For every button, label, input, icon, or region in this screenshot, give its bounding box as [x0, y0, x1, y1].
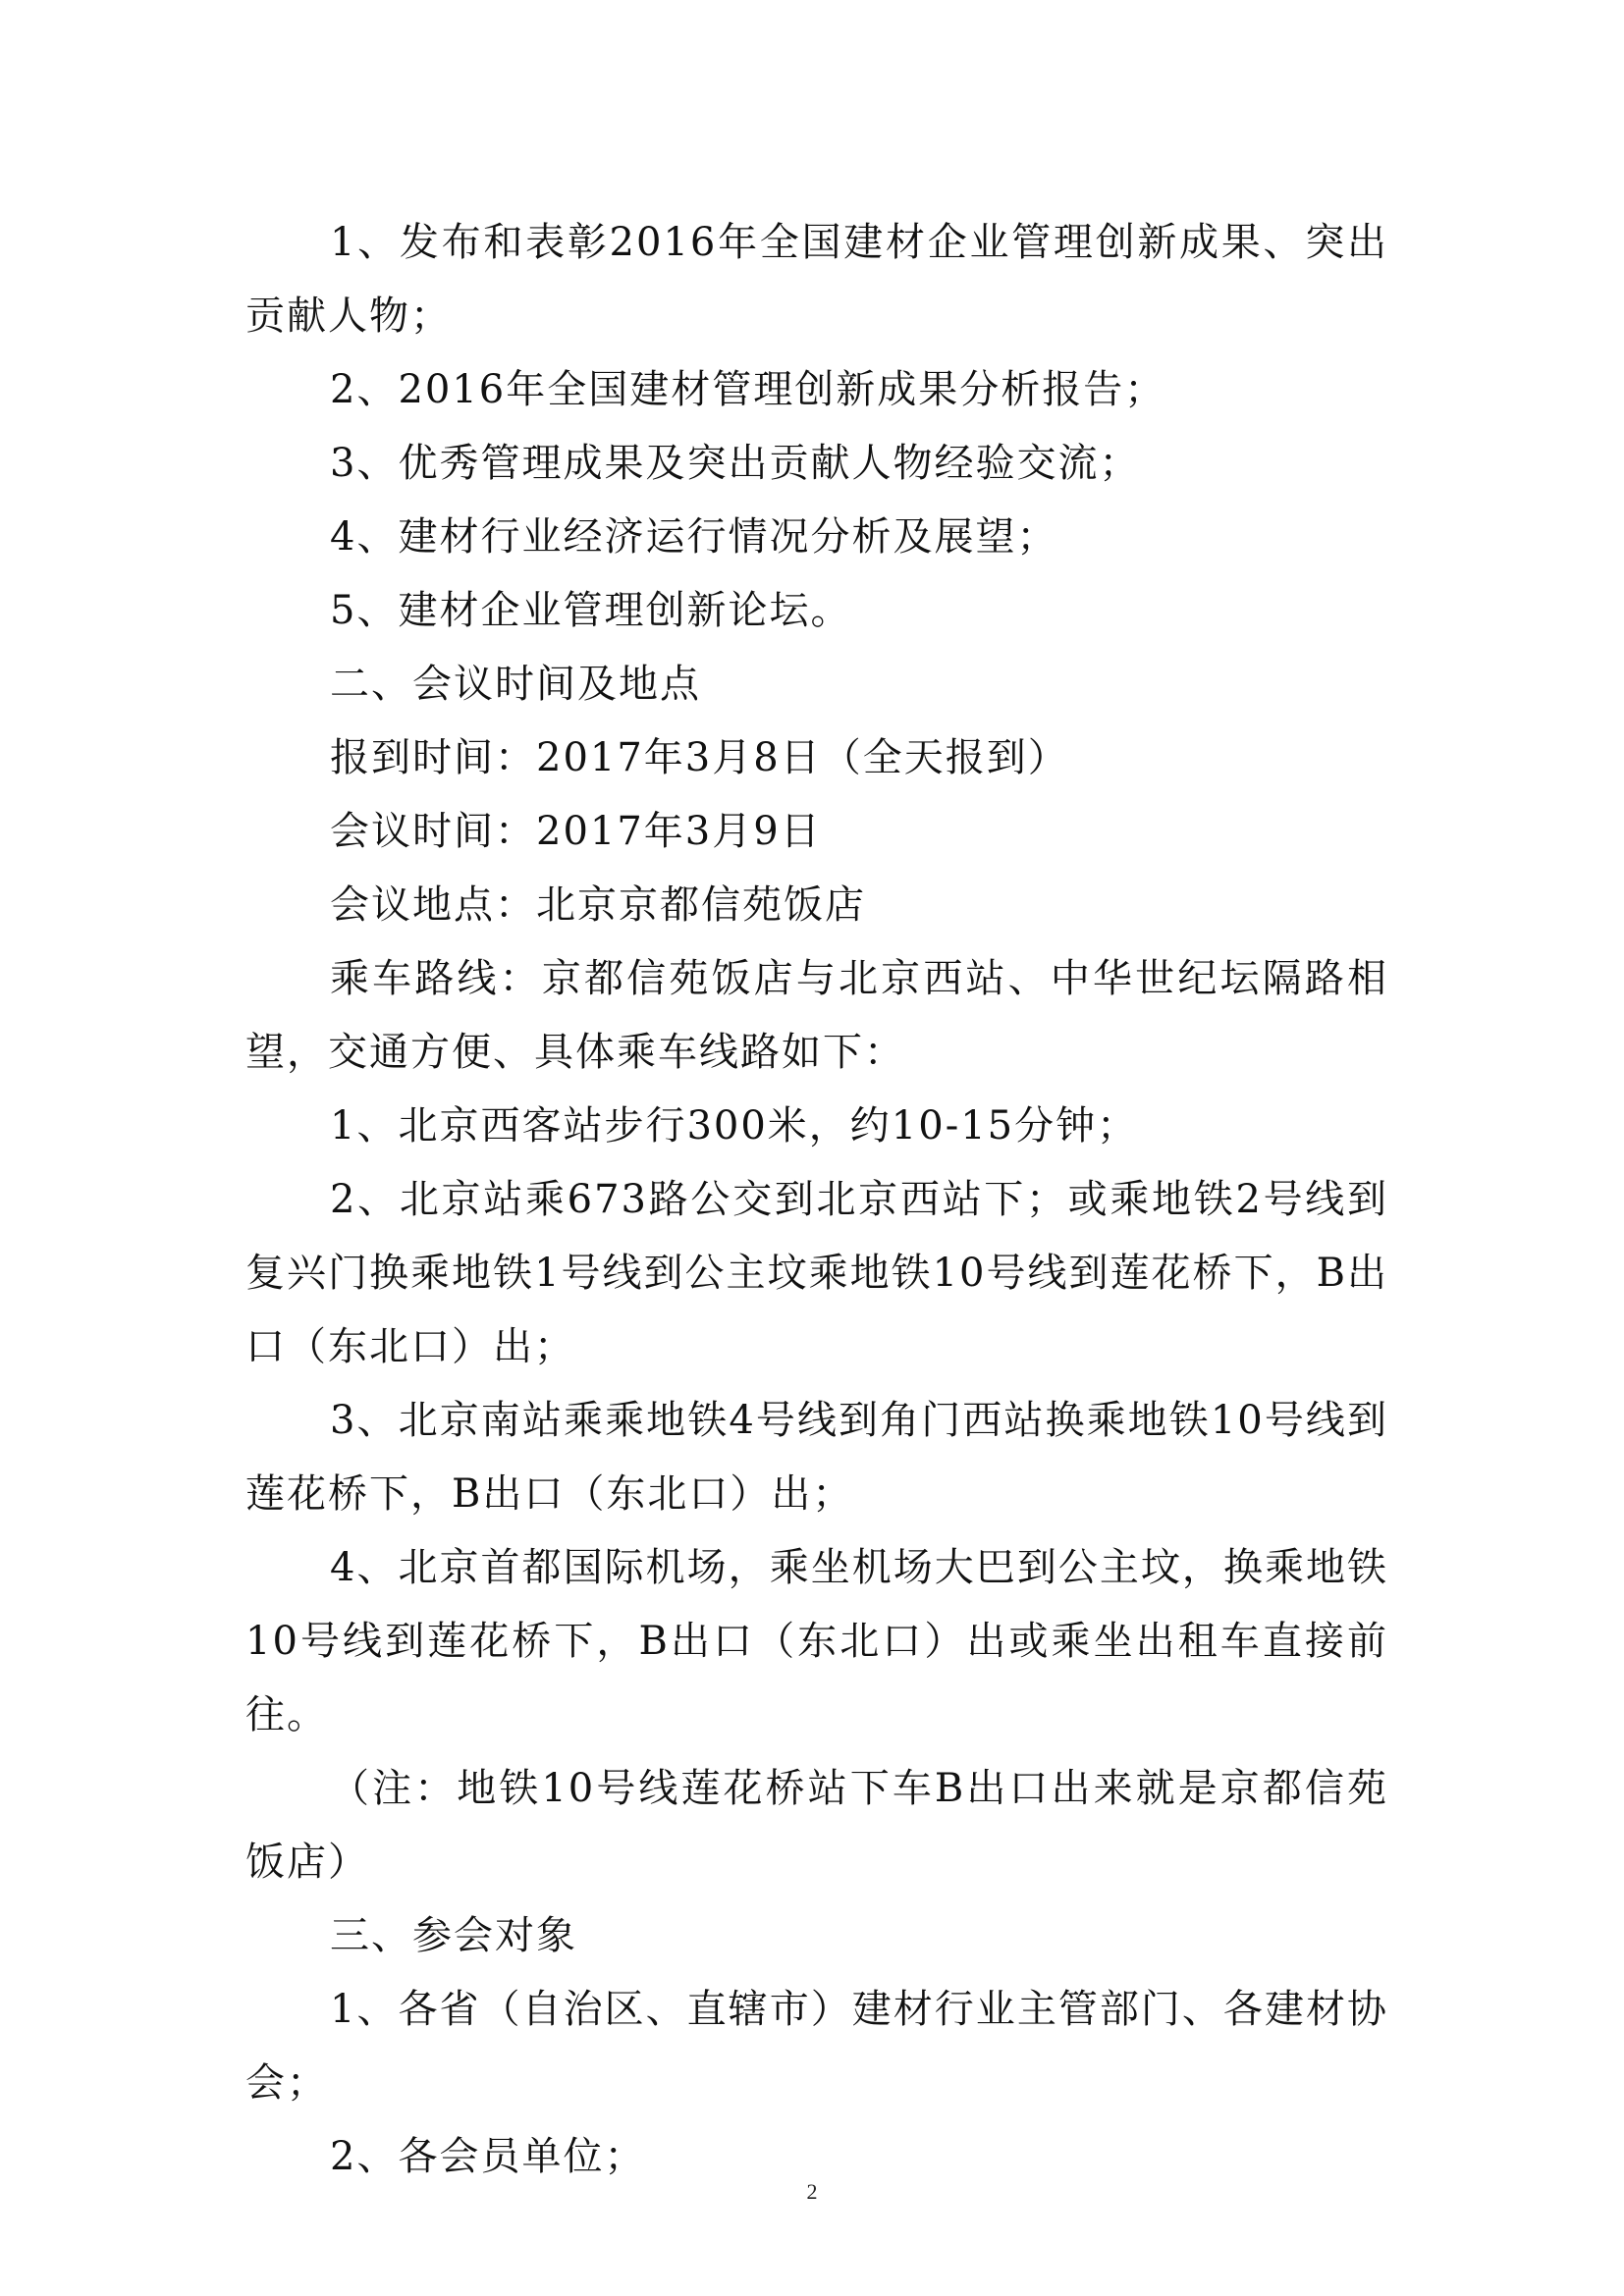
- route-intro: 乘车路线：京都信苑饭店与北京西站、中华世纪坛隔路相望，交通方便、具体乘车线路如下：: [245, 956, 1388, 1075]
- attendee-item-2: 2、各会员单位；: [330, 2134, 646, 2179]
- meeting-location: 会议地点：北京京都信苑饭店: [330, 882, 866, 928]
- route-note: （注：地铁10号线莲花桥站下车B出口出来就是京都信苑饭店）: [245, 1766, 1388, 1885]
- meeting-time: 会议时间：2017年3月9日: [330, 809, 822, 854]
- section-heading-attendees: 三、参会对象: [330, 1913, 577, 1958]
- paragraph-item-1: 1、发布和表彰2016年全国建材企业管理创新成果、突出贡献人物；: [245, 220, 1388, 339]
- route-item-4: 4、北京首都国际机场，乘坐机场大巴到公主坟，换乘地铁10号线到莲花桥下，B出口（东北口）出或乘坐出租车直接前往。: [245, 1545, 1388, 1737]
- route-item-2: 2、北京站乘673路公交到北京西站下；或乘地铁2号线到复兴门换乘地铁1号线到公主坟乘地铁10号线到莲花桥下，B出口（东北口）出；: [245, 1177, 1388, 1369]
- attendee-item-1: 1、各省（自治区、直辖市）建材行业主管部门、各建材协会；: [245, 1987, 1388, 2106]
- page-number: 2: [806, 2179, 818, 2204]
- paragraph-item-2: 2、2016年全国建材管理创新成果分析报告；: [330, 367, 1166, 412]
- section-heading-time-location: 二、会议时间及地点: [330, 662, 701, 707]
- route-item-3: 3、北京南站乘乘地铁4号线到角门西站换乘地铁10号线到莲花桥下，B出口（东北口）出；: [245, 1398, 1388, 1517]
- registration-time: 报到时间：2017年3月8日（全天报到）: [330, 735, 1069, 780]
- paragraph-item-4: 4、建材行业经济运行情况分析及展望；: [330, 514, 1058, 560]
- paragraph-item-5: 5、建材企业管理创新论坛。: [330, 588, 852, 633]
- paragraph-item-3: 3、优秀管理成果及突出贡献人物经验交流；: [330, 441, 1141, 486]
- route-item-1: 1、北京西客站步行300米，约10-15分钟；: [330, 1103, 1139, 1148]
- document-body: [245, 206, 1388, 2194]
